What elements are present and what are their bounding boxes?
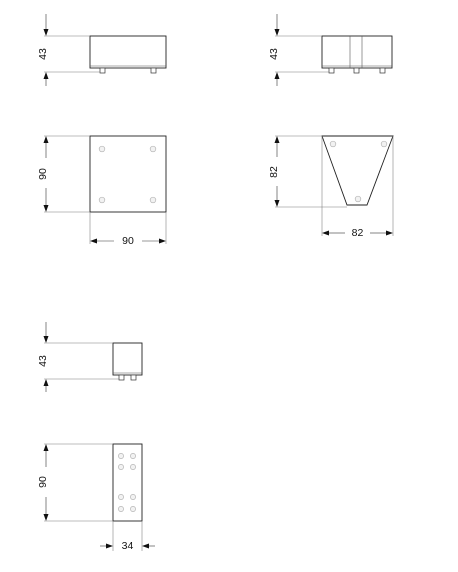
dimension-arrow [44,379,49,386]
square-leg-side-body [90,36,166,68]
narrow-leg-top-view [37,444,155,552]
trapezoid-leg-side-foot [329,68,334,73]
dimension-arrow [90,239,97,244]
mounting-hole [99,146,105,152]
dimension-arrow [159,239,166,244]
dimension-arrow [44,514,49,521]
mounting-hole [130,464,135,469]
trapezoid-leg-side-body [322,36,392,68]
dimension-arrow [275,200,280,207]
narrow-leg-top-plate [113,444,142,521]
narrow-leg-side-foot [131,375,136,380]
narrow-leg-side-view [37,322,142,392]
dimension-arrow [275,29,280,36]
trapezoid-leg-top-view [268,136,393,239]
mounting-hole [150,146,156,152]
mounting-hole [355,196,361,202]
square-leg-side-foot-left [100,68,105,73]
dimension-label-width: 90 [122,234,134,247]
dimension-label-height: 43 [36,355,49,367]
dimension-label-height: 43 [267,48,280,60]
mounting-hole [118,506,123,511]
mounting-hole [130,453,135,458]
dimension-arrow [275,72,280,79]
trapezoid-leg-side-foot [380,68,385,73]
mounting-hole [150,197,156,203]
dimension-arrow [44,336,49,343]
mounting-hole [99,197,105,203]
dimension-arrow [275,136,280,143]
square-leg-side-foot-right [151,68,156,73]
dimension-label-depth: 90 [36,168,49,180]
dimension-arrow [44,72,49,79]
dimension-arrow [322,231,329,236]
narrow-leg-side-foot [119,375,124,380]
dimension-label-height: 43 [36,48,49,60]
square-leg-side-view [37,14,166,86]
dimension-arrow [386,231,393,236]
dimension-arrow [44,444,49,451]
dimension-arrow [44,136,49,143]
mounting-hole [381,141,387,147]
mounting-hole [118,453,123,458]
trapezoid-leg-side-foot [354,68,359,73]
mounting-hole [330,141,336,147]
dimension-label-width: 34 [121,539,134,552]
dimension-label-depth: 82 [267,166,280,178]
dimension-arrow [44,205,49,212]
dimension-arrow [106,544,113,549]
dimension-arrow [142,544,149,549]
dimension-label-width: 82 [351,226,364,239]
square-leg-top-view [37,136,166,247]
mounting-hole [130,506,135,511]
dimension-arrow [44,29,49,36]
mounting-hole [118,464,123,469]
trapezoid-leg-side-view [268,14,392,86]
mounting-hole [130,494,135,499]
narrow-leg-side-body [113,343,142,375]
mounting-hole [118,494,123,499]
dimension-label-depth: 90 [36,476,49,488]
